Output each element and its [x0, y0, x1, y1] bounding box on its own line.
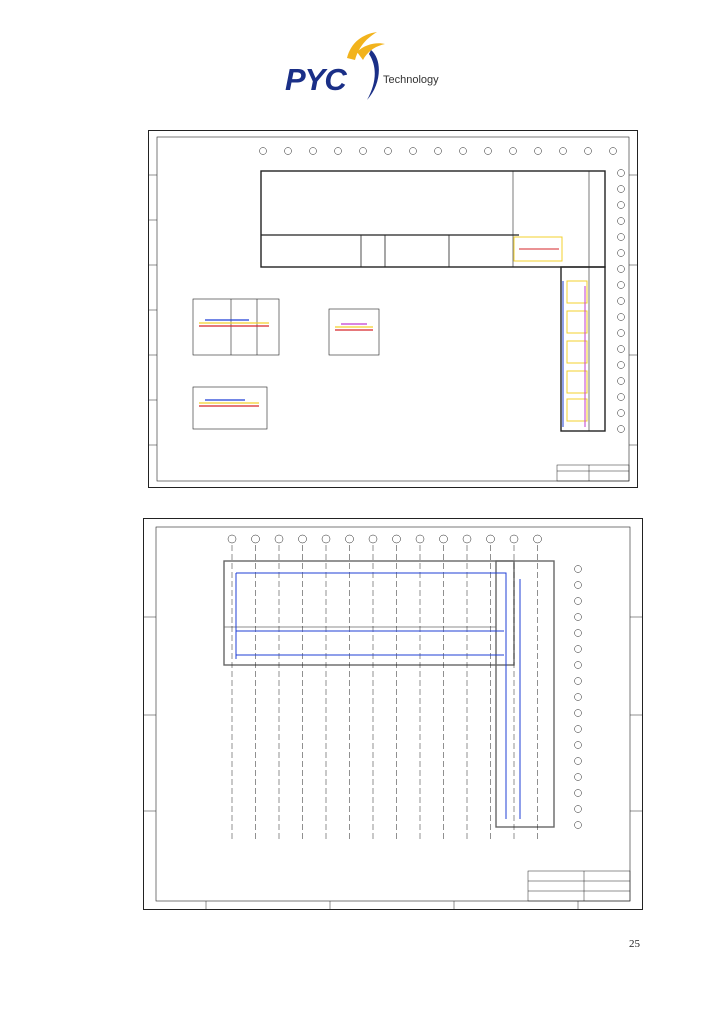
page-number: 25 [629, 938, 640, 950]
grid-bubble [618, 378, 625, 385]
company-logo [285, 30, 455, 105]
grid-bubble [285, 148, 292, 155]
grid-bubble [618, 202, 625, 209]
grid-bubble [228, 535, 236, 543]
grid-bubble [575, 582, 582, 589]
grid-bubble [618, 218, 625, 225]
grid-bubble [618, 170, 625, 177]
grid-bubble [535, 148, 542, 155]
grid-bubble [560, 148, 567, 155]
grid-bubble [360, 148, 367, 155]
grid-bubble [440, 535, 448, 543]
grid-bubble [585, 148, 592, 155]
grid-bubble [575, 678, 582, 685]
upper-drawing-sheet [148, 130, 638, 488]
grid-bubble [575, 742, 582, 749]
grid-bubble [252, 535, 260, 543]
grid-bubble [335, 148, 342, 155]
grid-bubble [534, 535, 542, 543]
grid-bubble [575, 614, 582, 621]
grid-bubble [510, 535, 518, 543]
grid-bubble [618, 362, 625, 369]
grid-bubble [575, 822, 582, 829]
grid-bubble [575, 662, 582, 669]
grid-bubble [618, 394, 625, 401]
grid-bubble [618, 266, 625, 273]
grid-bubble [575, 598, 582, 605]
grid-bubble [299, 535, 307, 543]
grid-bubble [618, 234, 625, 241]
upper-drawing-canvas [149, 131, 637, 487]
grid-bubble [618, 410, 625, 417]
logo-wordmark: PYC [285, 62, 346, 97]
grid-bubble [575, 806, 582, 813]
grid-bubble [618, 346, 625, 353]
lower-drawing-canvas [144, 519, 642, 909]
lower-drawing-sheet [143, 518, 643, 910]
grid-bubble [575, 630, 582, 637]
logo-subtitle: Technology [383, 74, 439, 86]
grid-bubble [393, 535, 401, 543]
grid-bubble [260, 148, 267, 155]
grid-bubble [618, 330, 625, 337]
grid-bubble [487, 535, 495, 543]
grid-bubble [275, 535, 283, 543]
grid-bubble [618, 426, 625, 433]
grid-bubble [510, 148, 517, 155]
grid-bubble [463, 535, 471, 543]
grid-bubble [410, 148, 417, 155]
grid-bubble [618, 186, 625, 193]
grid-bubble [310, 148, 317, 155]
grid-bubble [575, 726, 582, 733]
grid-bubble [416, 535, 424, 543]
grid-bubble [369, 535, 377, 543]
grid-bubble [618, 298, 625, 305]
grid-bubble [460, 148, 467, 155]
grid-bubble [575, 710, 582, 717]
grid-bubble [575, 646, 582, 653]
grid-bubble [575, 566, 582, 573]
grid-bubble [575, 694, 582, 701]
grid-bubble [575, 790, 582, 797]
grid-bubble [618, 250, 625, 257]
grid-bubble [618, 282, 625, 289]
grid-bubble [435, 148, 442, 155]
grid-bubble [575, 758, 582, 765]
grid-bubble [618, 314, 625, 321]
grid-bubble [346, 535, 354, 543]
grid-bubble [385, 148, 392, 155]
grid-bubble [610, 148, 617, 155]
grid-bubble [485, 148, 492, 155]
grid-bubble [322, 535, 330, 543]
grid-bubble [575, 774, 582, 781]
